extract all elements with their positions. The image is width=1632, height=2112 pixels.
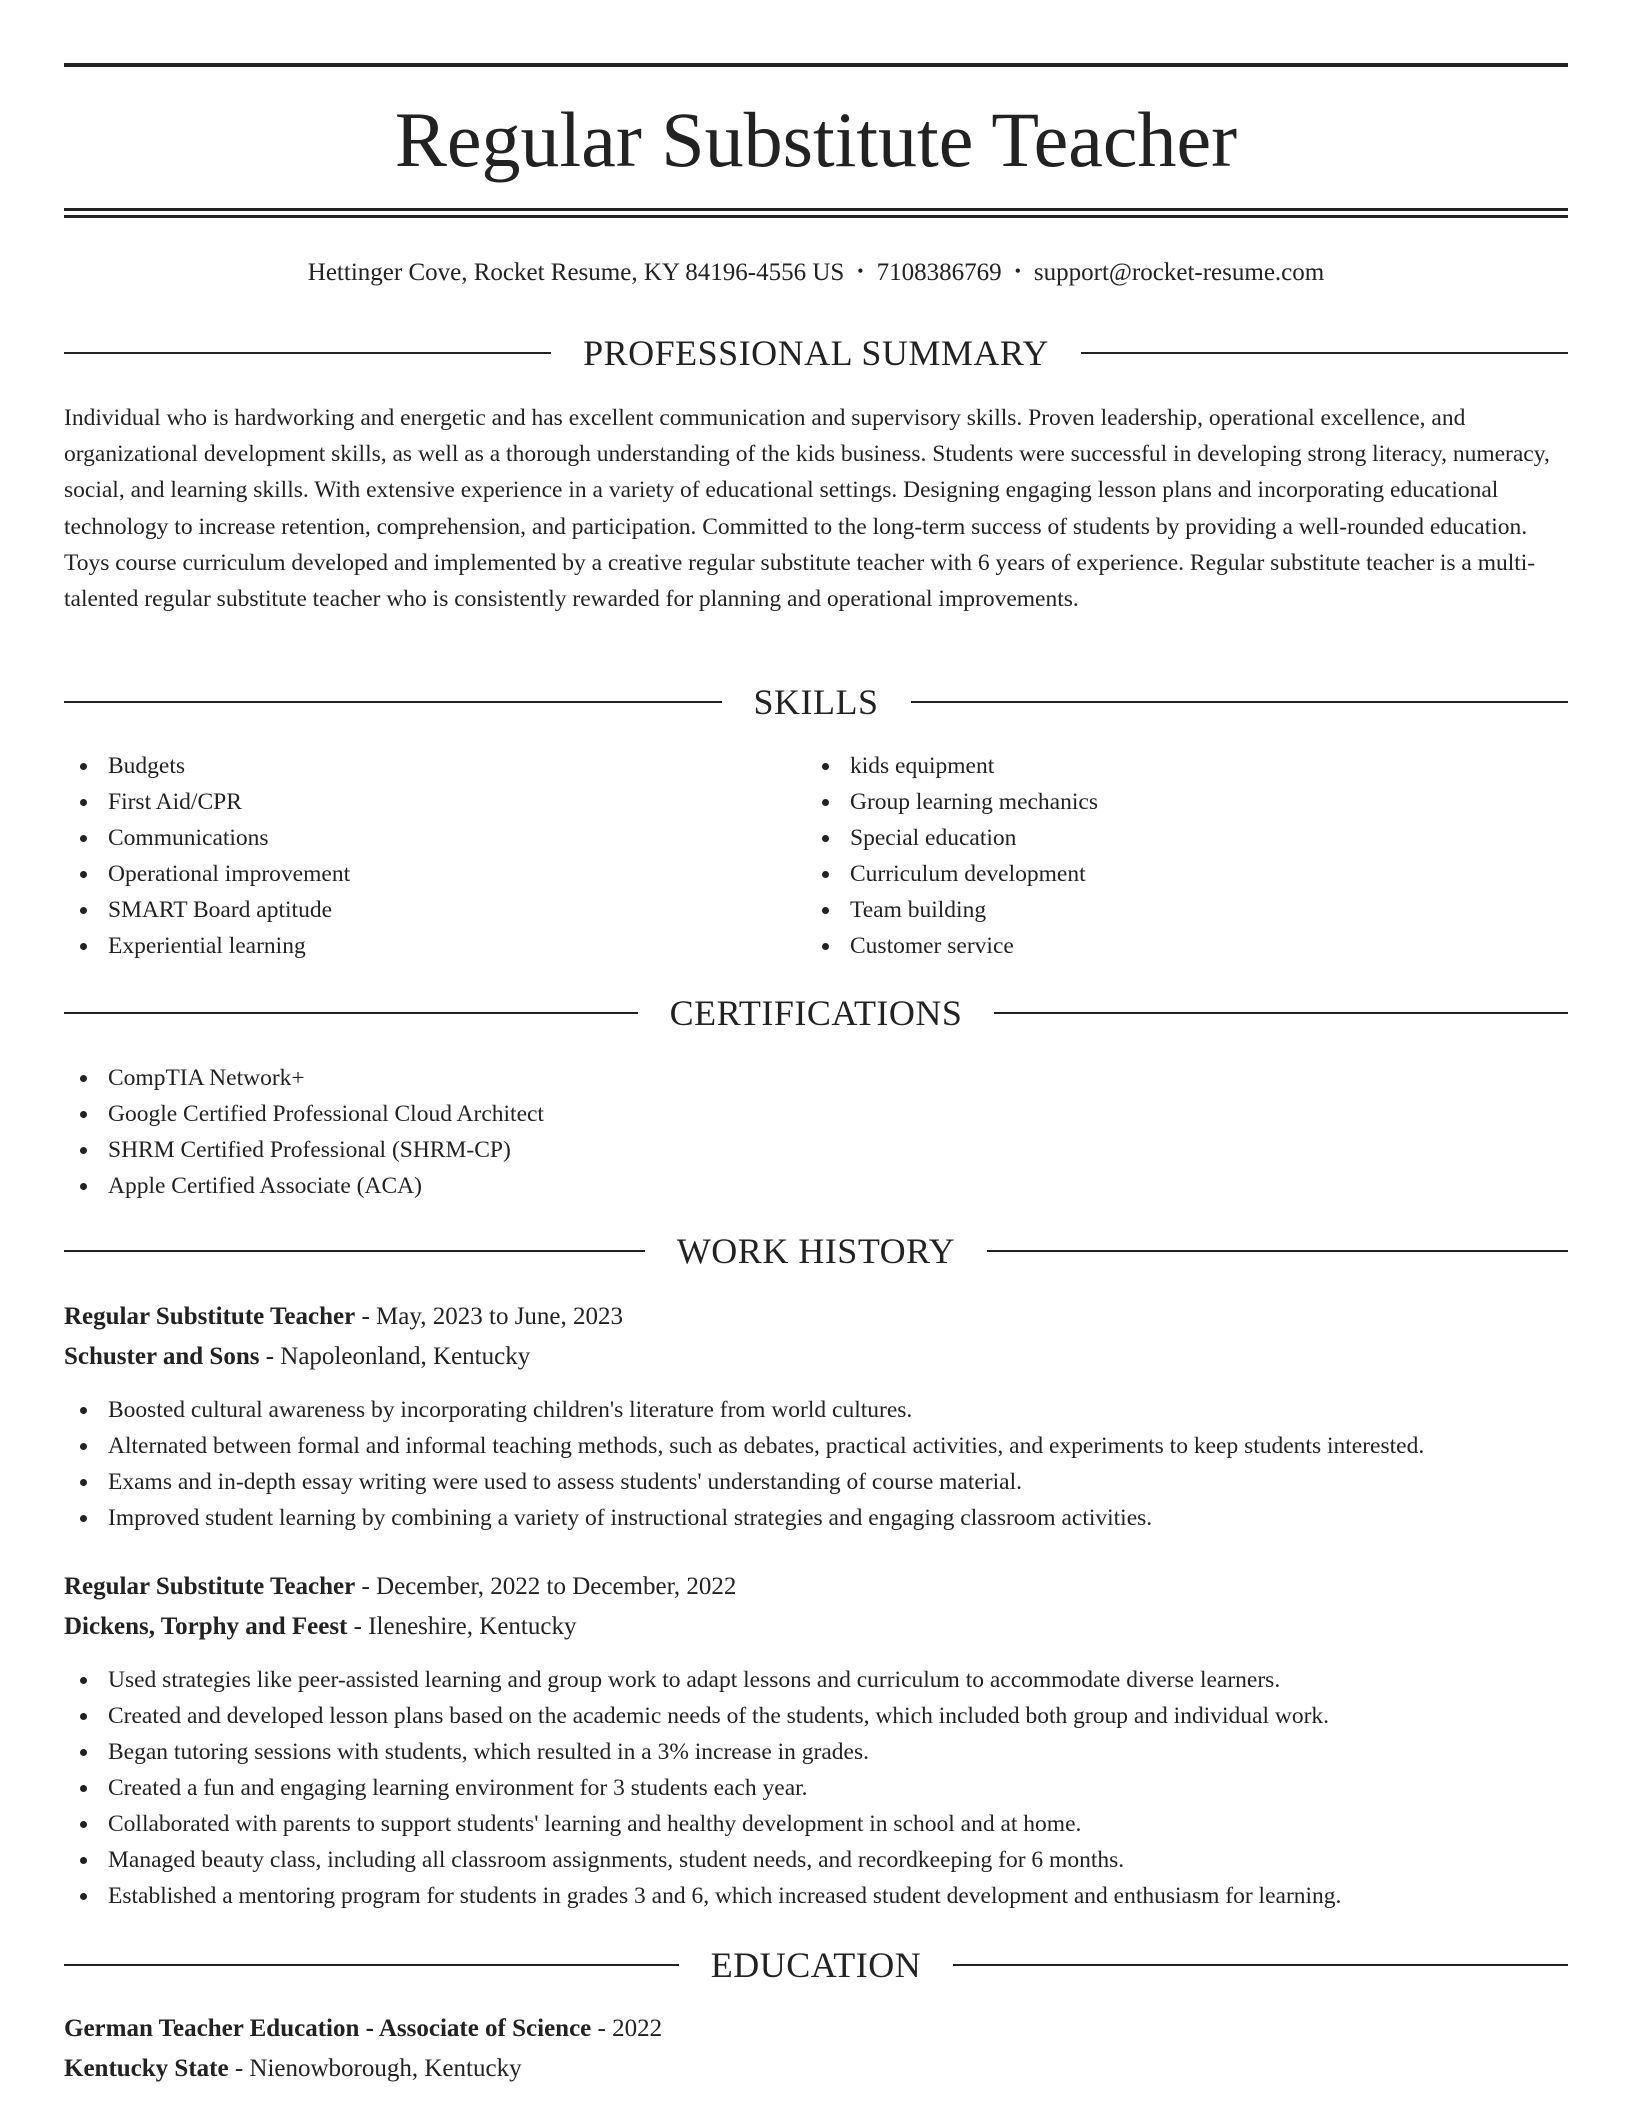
- skill-item: Group learning mechanics: [806, 784, 1506, 820]
- job-bullet: Collaborated with parents to support students' learning and healthy development in school and at home.: [64, 1806, 1568, 1842]
- job-title-line: [64, 1300, 1568, 1334]
- job-bullet: Improved student learning by combining a variety of instructional strategies and engaging classroom activities.: [64, 1500, 1568, 1536]
- heading-rule-right: [1081, 352, 1568, 354]
- job-bullet: Boosted cultural awareness by incorporating children's literature from world cultures.: [64, 1392, 1568, 1428]
- job-bullet: Established a mentoring program for students in grades 3 and 6, which increased student development and enthusiasm for learning.: [64, 1878, 1568, 1914]
- job-dates: - December, 2022 to December, 2022: [355, 1573, 737, 1600]
- job-bullet: Used strategies like peer-assisted learning and group work to adapt lessons and curriculum to accommodate diverse learners.: [64, 1662, 1568, 1698]
- skill-item: First Aid/CPR: [64, 784, 764, 820]
- certification-item: CompTIA Network+: [64, 1060, 1464, 1096]
- job-title: Regular Substitute Teacher: [64, 1303, 356, 1330]
- job-location: - Napoleonland, Kentucky: [259, 1343, 531, 1370]
- header-double-rule: [64, 208, 1568, 218]
- job-bullet: Alternated between formal and informal teaching methods, such as debates, practical activities, and experiments to keep students interested.: [64, 1428, 1568, 1464]
- education-school: Kentucky State: [64, 2055, 229, 2082]
- skill-item: kids equipment: [806, 748, 1506, 784]
- education-school-line: [64, 2052, 1568, 2086]
- job-bullet: Exams and in-depth essay writing were used to assess students' understanding of course material.: [64, 1464, 1568, 1500]
- contact-address: Hettinger Cove, Rocket Resume, KY 84196-4556 US: [307, 259, 845, 286]
- summary-paragraph: Individual who is hardworking and energetic and has excellent communication and supervisory skills. Proven leadership, operational excellence, and organizational development skills, as well as a thorough understanding of the kids business. Students were successful in developing strong literacy, numeracy, social, and learning skills. With extensive experience in a variety of educational settings. Designing engaging lesson plans and incorporating educational technology to increase retention, comprehension, and participation. Committed to the long-term success of students by providing a well-rounded education. Toys course curriculum developed and implemented by a creative regular substitute teacher with 6 years of experience. Regular substitute teacher is a multi-talented regular substitute teacher who is consistently rewarded for planning and operational improvements.: [64, 405, 1550, 613]
- certifications-heading-text: CERTIFICATIONS: [669, 993, 963, 1033]
- contact-phone: 7108386769: [876, 259, 1002, 286]
- heading-rule-right: [987, 1250, 1568, 1252]
- contact-line: [64, 254, 1568, 290]
- job-employer: Dickens, Torphy and Feest: [64, 1613, 348, 1640]
- skills-section-heading: [64, 680, 1568, 724]
- work-history-section-heading: [64, 1229, 1568, 1273]
- skill-item: Curriculum development: [806, 856, 1506, 892]
- education-degree: German Teacher Education - Associate of Science: [64, 2015, 592, 2042]
- skills-list-right: [806, 748, 1506, 964]
- skills-heading-text: SKILLS: [753, 682, 879, 722]
- job-location: - Ileneshire, Kentucky: [347, 1613, 577, 1640]
- job-employer: Schuster and Sons: [64, 1343, 260, 1370]
- summary-section-heading: [64, 331, 1568, 375]
- skills-list-left: [64, 748, 764, 964]
- heading-rule-right: [994, 1012, 1568, 1014]
- certification-item: Google Certified Professional Cloud Architect: [64, 1096, 1464, 1132]
- skill-item: Communications: [64, 820, 764, 856]
- skill-item: Team building: [806, 892, 1506, 928]
- job-bullet: Created a fun and engaging learning environment for 3 students each year.: [64, 1770, 1568, 1806]
- candidate-name: Regular Substitute Teacher: [394, 96, 1238, 183]
- contact-email: support@rocket-resume.com: [1033, 259, 1325, 286]
- education-location: - Nienowborough, Kentucky: [228, 2055, 522, 2082]
- job-title-line: [64, 1570, 1568, 1604]
- skill-item: Customer service: [806, 928, 1506, 964]
- heading-rule-left: [64, 1012, 638, 1014]
- heading-rule-right: [953, 1964, 1568, 1966]
- education-heading-text: EDUCATION: [710, 1945, 922, 1985]
- education-degree-line: [64, 2012, 1568, 2046]
- job-dates: - May, 2023 to June, 2023: [355, 1303, 624, 1330]
- skill-item: Experiential learning: [64, 928, 764, 964]
- job-bullet: Created and developed lesson plans based on the academic needs of the students, which included both group and individual work.: [64, 1698, 1568, 1734]
- heading-rule-left: [64, 1250, 645, 1252]
- heading-rule-left: [64, 352, 551, 354]
- job-bullets: [64, 1662, 1568, 1914]
- heading-rule-left: [64, 1964, 679, 1966]
- job-bullets: [64, 1392, 1568, 1536]
- education-section-heading: [64, 1943, 1568, 1987]
- certification-item: Apple Certified Associate (ACA): [64, 1168, 1464, 1204]
- skill-item: Operational improvement: [64, 856, 764, 892]
- job-bullet: Began tutoring sessions with students, which resulted in a 3% increase in grades.: [64, 1734, 1568, 1770]
- education-year: - 2022: [591, 2015, 663, 2042]
- certifications-section-heading: [64, 991, 1568, 1035]
- contact-separator: •: [1014, 261, 1021, 281]
- work-history-heading-text: WORK HISTORY: [676, 1231, 956, 1271]
- skill-item: SMART Board aptitude: [64, 892, 764, 928]
- job-bullet: Managed beauty class, including all classroom assignments, student needs, and recordkeeping for 6 months.: [64, 1842, 1568, 1878]
- job-employer-line: [64, 1610, 1568, 1644]
- certifications-list: [64, 1060, 1464, 1204]
- heading-rule-right: [911, 701, 1569, 703]
- header-top-rule: [64, 63, 1568, 67]
- skill-item: Special education: [806, 820, 1506, 856]
- skill-item: Budgets: [64, 748, 764, 784]
- summary-heading-text: PROFESSIONAL SUMMARY: [583, 333, 1049, 373]
- contact-separator: •: [857, 261, 864, 281]
- certification-item: SHRM Certified Professional (SHRM-CP): [64, 1132, 1464, 1168]
- job-employer-line: [64, 1340, 1568, 1374]
- job-title: Regular Substitute Teacher: [64, 1573, 356, 1600]
- heading-rule-left: [64, 701, 722, 703]
